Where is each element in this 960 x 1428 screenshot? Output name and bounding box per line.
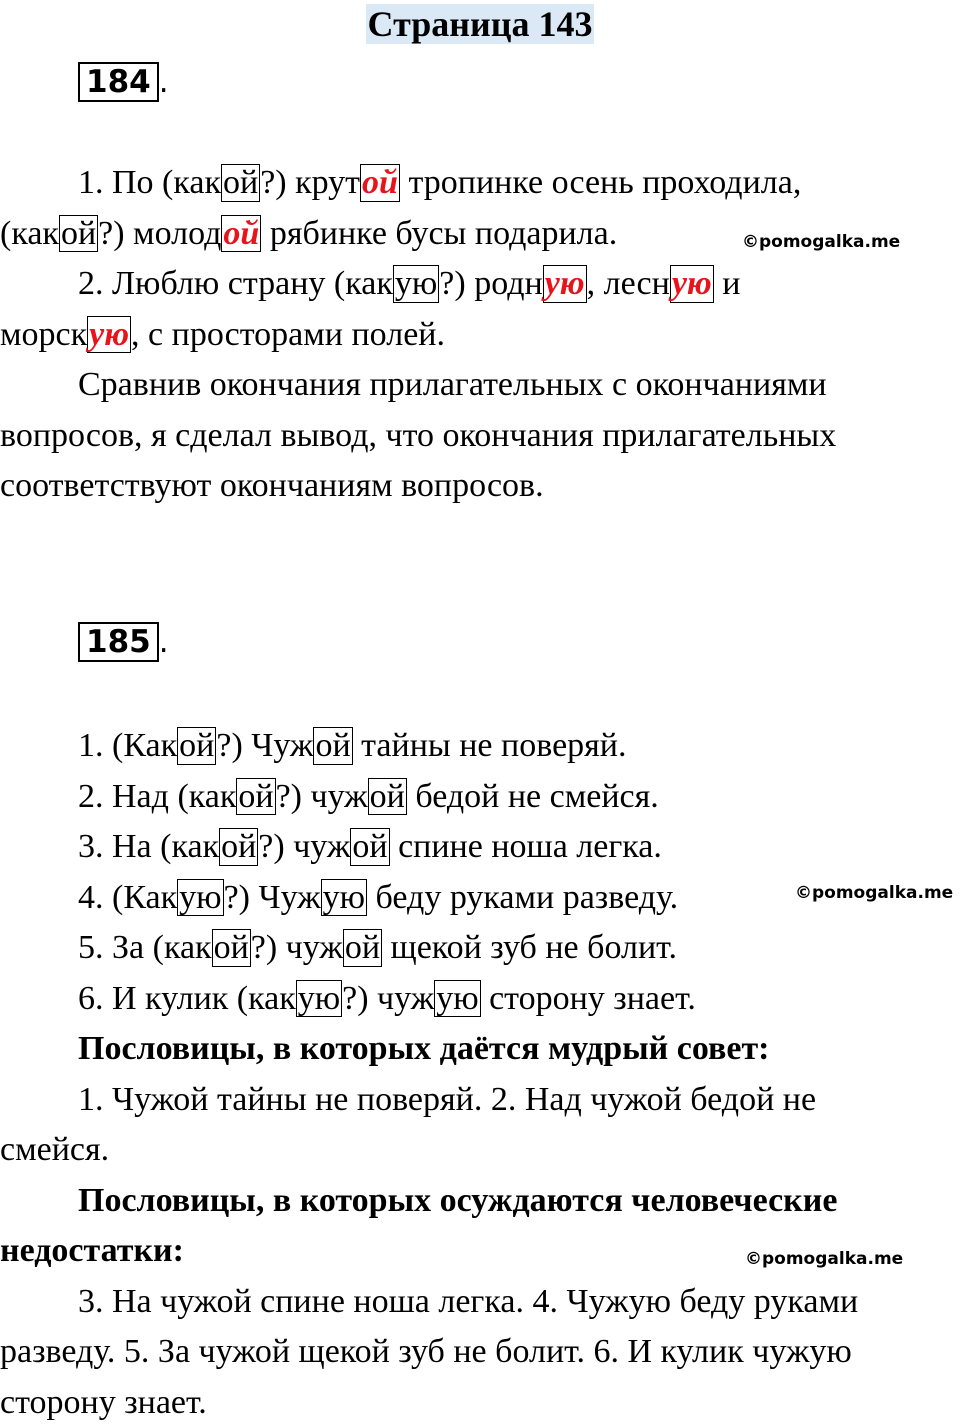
proverb-line	[0, 721, 960, 772]
adjective-ending-box: ой	[350, 828, 389, 866]
text: 2. Над (как	[78, 778, 236, 815]
text: (как	[0, 215, 59, 252]
text: , с просторами полей.	[131, 316, 445, 353]
advice-line: 1. Чужой тайны не поверяй. 2. Над чужой бедой не	[0, 1075, 960, 1126]
text: ?) молод	[98, 215, 221, 252]
question-ending-box: ой	[212, 929, 251, 967]
text: 1. (Как	[78, 727, 177, 764]
text: щекой зуб не болит.	[382, 929, 677, 966]
text: ?) крут	[260, 164, 360, 201]
answer-line	[0, 259, 960, 310]
question-ending-box: ую	[296, 980, 342, 1018]
text: ?) родн	[439, 265, 542, 302]
task-184-content	[0, 158, 960, 512]
text: ?) чуж	[258, 828, 350, 865]
advice-line: смейся.	[0, 1125, 960, 1176]
text: ?) чуж	[342, 980, 434, 1017]
page-title-text: Страница 143	[366, 4, 595, 44]
watermark: ©pomogalka.me	[795, 882, 953, 904]
task-184-number	[78, 62, 169, 102]
text: тайны не поверяй.	[353, 727, 627, 764]
text: 4. (Как	[78, 879, 177, 916]
text: 1. По (как	[78, 164, 221, 201]
text: 5. За (как	[78, 929, 212, 966]
text: морск	[0, 316, 87, 353]
answer-line	[0, 158, 960, 209]
question-ending-box: ой	[59, 215, 98, 253]
text: ?) Чуж	[224, 879, 321, 916]
page-title	[0, 2, 960, 46]
question-ending-box: ой	[177, 727, 216, 765]
adjective-ending-box: ой	[221, 215, 261, 253]
proverb-line	[0, 974, 960, 1025]
text: 6. И кулик (как	[78, 980, 296, 1017]
adjective-ending-box: ую	[87, 316, 131, 354]
conclusion-line: соответствуют окончаниям вопросов.	[0, 461, 960, 512]
conclusion-line: вопросов, я сделал вывод, что окончания прилагательных	[0, 411, 960, 462]
question-ending-box: ой	[236, 778, 275, 816]
adjective-ending-box: ую	[321, 879, 367, 917]
task-185-number	[78, 622, 169, 662]
adjective-ending-box: ой	[368, 778, 407, 816]
question-ending-box: ой	[221, 164, 260, 202]
adjective-ending-box: ой	[343, 929, 382, 967]
watermark: ©pomogalka.me	[745, 1248, 903, 1270]
watermark: ©pomogalka.me	[742, 231, 900, 253]
task-number-box	[78, 622, 159, 662]
proverb-line	[0, 822, 960, 873]
question-ending-box: ой	[219, 828, 258, 866]
question-ending-box: ую	[393, 265, 439, 303]
conclusion-line: Сравнив окончания прилагательных с окончаниями	[0, 360, 960, 411]
text: ?) Чуж	[216, 727, 313, 764]
faults-line: сторону знает.	[0, 1378, 960, 1428]
faults-line: разведу. 5. За чужой щекой зуб не болит. 6. И кулик чужую	[0, 1327, 960, 1378]
text: спине ноша легка.	[390, 828, 662, 865]
text: 2. Люблю страну (как	[78, 265, 393, 302]
answer-line	[0, 310, 960, 361]
section-heading: Пословицы, в которых даётся мудрый совет:	[0, 1024, 960, 1075]
text: , лесн	[587, 265, 670, 302]
adjective-ending-box: ую	[434, 980, 480, 1018]
task-number-text: 185	[86, 624, 151, 660]
adjective-ending-box: ой	[313, 727, 352, 765]
question-ending-box: ую	[177, 879, 223, 917]
task-185-content	[0, 721, 960, 1428]
text: бедой не смейся.	[407, 778, 659, 815]
task-number-box	[78, 62, 159, 102]
text: 3. На (как	[78, 828, 219, 865]
task-number-dot: .	[159, 64, 169, 100]
text: тропинке осень проходила,	[400, 164, 801, 201]
text: и	[714, 265, 741, 302]
adjective-ending-box: ую	[670, 265, 714, 303]
proverb-line	[0, 923, 960, 974]
text: беду руками разведу.	[367, 879, 678, 916]
section-heading: недостатки:	[0, 1226, 960, 1277]
section-heading: Пословицы, в которых осуждаются человеческие	[0, 1176, 960, 1227]
text: сторону знает.	[481, 980, 696, 1017]
text: ?) чуж	[251, 929, 343, 966]
adjective-ending-box: ую	[543, 265, 587, 303]
proverb-line	[0, 772, 960, 823]
task-number-dot: .	[159, 624, 169, 660]
text: ?) чуж	[276, 778, 368, 815]
task-number-text: 184	[86, 64, 151, 100]
text: рябинке бусы подарила.	[261, 215, 617, 252]
adjective-ending-box: ой	[360, 164, 400, 202]
faults-line: 3. На чужой спине ноша легка. 4. Чужую беду руками	[0, 1277, 960, 1328]
